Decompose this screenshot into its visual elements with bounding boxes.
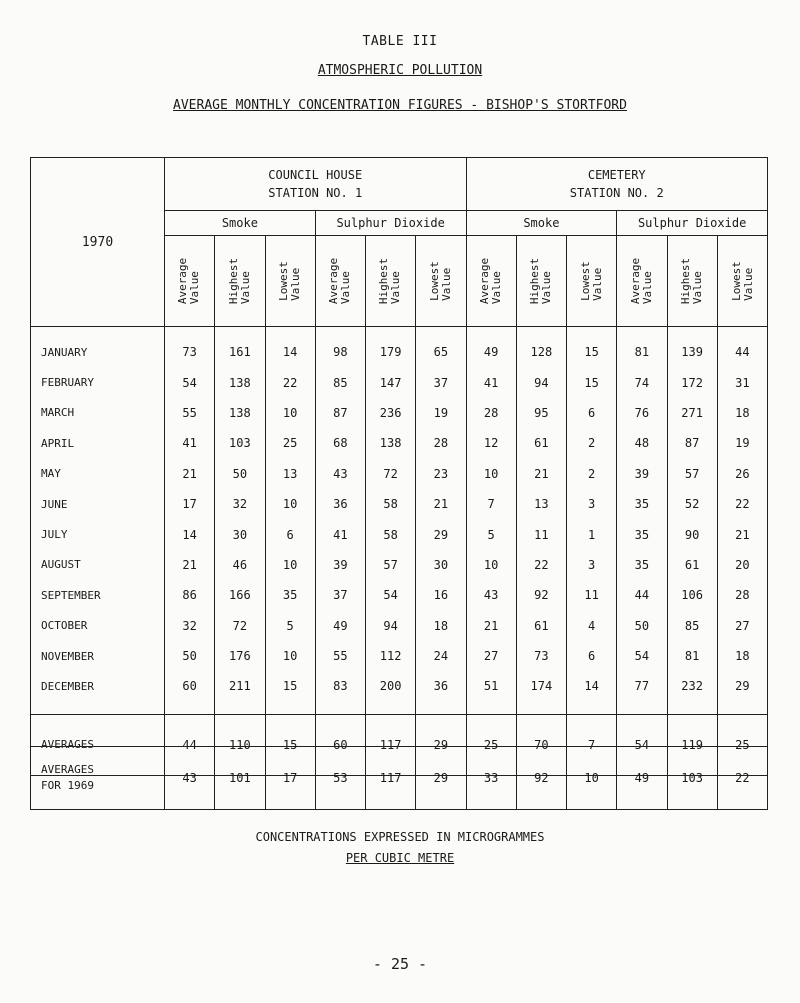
table-cell: 68	[315, 428, 365, 458]
table-cell: 22	[717, 489, 767, 519]
table-cell: 95	[516, 398, 566, 428]
table-cell: 57	[366, 550, 416, 580]
table-cell: 28	[416, 428, 466, 458]
average-cell: 25	[717, 714, 767, 775]
average-cell: 7	[567, 714, 617, 775]
table-cell: 24	[416, 641, 466, 671]
previous-average-cell: 103	[667, 747, 717, 810]
month-label: NOVEMBER	[31, 641, 165, 671]
table-row	[31, 641, 768, 671]
value-type-header	[215, 236, 265, 327]
table-cell: 271	[667, 398, 717, 428]
averages-label: AVERAGES	[31, 714, 165, 775]
table-cell: 58	[366, 489, 416, 519]
value-type-label: Lowest Value	[427, 260, 453, 301]
table-row	[31, 550, 768, 580]
table-cell: 35	[617, 489, 667, 519]
table-cell: 172	[667, 367, 717, 397]
station-header	[165, 158, 467, 211]
table-cell: 10	[265, 641, 315, 671]
value-type-label: Highest Value	[226, 257, 252, 304]
table-row	[31, 327, 768, 368]
table-cell: 58	[366, 519, 416, 549]
table-cell: 166	[215, 580, 265, 610]
table-cell: 112	[366, 641, 416, 671]
pollutant-header: Sulphur Dioxide	[315, 211, 466, 236]
average-cell: 110	[215, 714, 265, 775]
previous-average-cell: 101	[215, 747, 265, 810]
table-cell: 179	[366, 327, 416, 368]
table-cell: 147	[366, 367, 416, 397]
value-type-label: Average Value	[327, 257, 353, 304]
table-cell: 10	[265, 550, 315, 580]
value-type-label: Average Value	[176, 257, 202, 304]
table-cell: 83	[315, 671, 365, 714]
table-cell: 44	[717, 327, 767, 368]
table-cell: 35	[617, 550, 667, 580]
table-cell: 52	[667, 489, 717, 519]
table-cell: 11	[516, 519, 566, 549]
table-cell: 103	[215, 428, 265, 458]
year-header: 1970	[31, 158, 165, 327]
table-cell: 73	[165, 327, 215, 368]
value-type-label: Average Value	[478, 257, 504, 304]
station-number: STATION NO. 1	[268, 186, 363, 200]
table-cell: 138	[215, 367, 265, 397]
table-cell: 37	[416, 367, 466, 397]
month-label: OCTOBER	[31, 611, 165, 641]
table-cell: 211	[215, 671, 265, 714]
table-cell: 11	[567, 580, 617, 610]
table-cell: 25	[265, 428, 315, 458]
table-cell: 200	[366, 671, 416, 714]
table-subtitle: AVERAGE MONTHLY CONCENTRATION FIGURES - BISHOP'S STORTFORD	[173, 98, 627, 113]
table-cell: 5	[466, 519, 516, 549]
table-cell: 85	[315, 367, 365, 397]
table-row	[31, 611, 768, 641]
table-cell: 51	[466, 671, 516, 714]
page-number: - 25 -	[372, 955, 428, 973]
table-cell: 44	[617, 580, 667, 610]
table-cell: 26	[717, 459, 767, 489]
value-type-header	[717, 236, 767, 327]
table-cell: 13	[265, 459, 315, 489]
table-cell: 21	[717, 519, 767, 549]
table-cell: 106	[667, 580, 717, 610]
table-cell: 90	[667, 519, 717, 549]
table-cell: 17	[165, 489, 215, 519]
station-header	[466, 158, 768, 211]
table-cell: 176	[215, 641, 265, 671]
month-label: FEBRUARY	[31, 367, 165, 397]
table-cell: 21	[516, 459, 566, 489]
table-cell: 18	[717, 398, 767, 428]
average-cell: 29	[416, 714, 466, 775]
previous-average-cell: 53	[315, 747, 365, 810]
table-cell: 94	[366, 611, 416, 641]
table-cell: 48	[617, 428, 667, 458]
average-cell: 15	[265, 714, 315, 775]
table-row	[31, 367, 768, 397]
average-cell: 44	[165, 714, 215, 775]
previous-average-cell: 49	[617, 747, 667, 810]
previous-average-cell: 33	[466, 747, 516, 810]
table-row	[31, 580, 768, 610]
previous-label-line1: AVERAGES	[41, 763, 94, 776]
table-cell: 10	[265, 398, 315, 428]
table-cell: 61	[516, 611, 566, 641]
average-cell: 119	[667, 714, 717, 775]
table-cell: 1	[567, 519, 617, 549]
value-type-label: Lowest Value	[729, 260, 755, 301]
month-label: SEPTEMBER	[31, 580, 165, 610]
table-cell: 32	[165, 611, 215, 641]
table-cell: 87	[667, 428, 717, 458]
table-cell: 77	[617, 671, 667, 714]
table-cell: 139	[667, 327, 717, 368]
table-cell: 232	[667, 671, 717, 714]
table-cell: 10	[466, 459, 516, 489]
table-row	[31, 489, 768, 519]
table-cell: 54	[366, 580, 416, 610]
table-cell: 65	[416, 327, 466, 368]
previous-average-cell: 117	[366, 747, 416, 810]
table-cell: 14	[165, 519, 215, 549]
table-cell: 16	[416, 580, 466, 610]
table-cell: 20	[717, 550, 767, 580]
table-cell: 128	[516, 327, 566, 368]
table-cell: 50	[215, 459, 265, 489]
month-label: MARCH	[31, 398, 165, 428]
table-cell: 5	[265, 611, 315, 641]
units-note-line1: CONCENTRATIONS EXPRESSED IN MICROGRAMMES	[255, 830, 545, 844]
table-cell: 14	[567, 671, 617, 714]
month-label: AUGUST	[31, 550, 165, 580]
pollutant-header: Smoke	[165, 211, 316, 236]
table-cell: 74	[617, 367, 667, 397]
table-cell: 31	[717, 367, 767, 397]
previous-average-cell: 10	[567, 747, 617, 810]
month-label: JULY	[31, 519, 165, 549]
value-type-header	[265, 236, 315, 327]
table-cell: 7	[466, 489, 516, 519]
average-cell: 70	[516, 714, 566, 775]
table-cell: 72	[215, 611, 265, 641]
value-type-label: Lowest Value	[277, 260, 303, 301]
table-cell: 43	[466, 580, 516, 610]
value-type-header	[516, 236, 566, 327]
previous-average-cell: 92	[516, 747, 566, 810]
table-cell: 21	[416, 489, 466, 519]
table-row	[31, 519, 768, 549]
previous-label-line2: FOR 1969	[41, 779, 94, 792]
pollutant-header: Smoke	[466, 211, 617, 236]
table-cell: 35	[617, 519, 667, 549]
average-cell: 25	[466, 714, 516, 775]
table-cell: 30	[416, 550, 466, 580]
table-cell: 92	[516, 580, 566, 610]
table-cell: 73	[516, 641, 566, 671]
table-cell: 27	[717, 611, 767, 641]
value-type-header	[567, 236, 617, 327]
table-cell: 27	[466, 641, 516, 671]
table-cell: 2	[567, 428, 617, 458]
table-row	[31, 398, 768, 428]
value-type-header	[366, 236, 416, 327]
previous-average-cell: 17	[265, 747, 315, 810]
table-cell: 18	[717, 641, 767, 671]
table-cell: 22	[265, 367, 315, 397]
units-note-line2: PER CUBIC METRE	[345, 851, 455, 865]
table-cell: 3	[567, 550, 617, 580]
table-cell: 15	[567, 327, 617, 368]
station-name: CEMETERY	[587, 168, 646, 182]
table-cell: 161	[215, 327, 265, 368]
table-cell: 22	[516, 550, 566, 580]
table-cell: 98	[315, 327, 365, 368]
station-number: STATION NO. 2	[569, 186, 664, 200]
table-cell: 54	[165, 367, 215, 397]
value-type-label: Highest Value	[528, 257, 554, 304]
table-cell: 55	[165, 398, 215, 428]
table-number: TABLE III	[362, 34, 438, 49]
month-label: APRIL	[31, 428, 165, 458]
table-cell: 10	[466, 550, 516, 580]
month-label: DECEMBER	[31, 671, 165, 714]
table-cell: 3	[567, 489, 617, 519]
average-cell: 117	[366, 714, 416, 775]
table-cell: 54	[617, 641, 667, 671]
table-cell: 23	[416, 459, 466, 489]
table-cell: 30	[215, 519, 265, 549]
table-cell: 49	[315, 611, 365, 641]
table-cell: 81	[667, 641, 717, 671]
table-cell: 57	[667, 459, 717, 489]
value-type-label: Highest Value	[679, 257, 705, 304]
table-cell: 6	[265, 519, 315, 549]
table-cell: 28	[717, 580, 767, 610]
table-cell: 41	[315, 519, 365, 549]
value-type-header	[617, 236, 667, 327]
table-cell: 43	[315, 459, 365, 489]
table-cell: 55	[315, 641, 365, 671]
month-label: MAY	[31, 459, 165, 489]
table-cell: 41	[165, 428, 215, 458]
previous-averages-label	[31, 747, 165, 810]
average-cell: 54	[617, 714, 667, 775]
table-subject: ATMOSPHERIC POLLUTION	[317, 63, 483, 78]
table-cell: 21	[165, 550, 215, 580]
table-cell: 6	[567, 398, 617, 428]
previous-average-cell: 29	[416, 747, 466, 810]
table-cell: 36	[315, 489, 365, 519]
value-type-header	[165, 236, 215, 327]
table-cell: 37	[315, 580, 365, 610]
table-cell: 19	[717, 428, 767, 458]
value-type-label: Lowest Value	[578, 260, 604, 301]
table-cell: 61	[516, 428, 566, 458]
table-cell: 15	[265, 671, 315, 714]
table-cell: 50	[165, 641, 215, 671]
table-row	[31, 671, 768, 714]
table-cell: 13	[516, 489, 566, 519]
table-cell: 50	[617, 611, 667, 641]
table-cell: 29	[717, 671, 767, 714]
table-cell: 49	[466, 327, 516, 368]
table-cell: 2	[567, 459, 617, 489]
table-cell: 18	[416, 611, 466, 641]
table-cell: 76	[617, 398, 667, 428]
table-cell: 32	[215, 489, 265, 519]
table-cell: 72	[366, 459, 416, 489]
value-type-label: Average Value	[628, 257, 654, 304]
previous-average-cell: 22	[717, 747, 767, 810]
table-cell: 60	[165, 671, 215, 714]
table-cell: 21	[165, 459, 215, 489]
table-cell: 85	[667, 611, 717, 641]
table-cell: 39	[617, 459, 667, 489]
table-cell: 94	[516, 367, 566, 397]
value-type-header	[416, 236, 466, 327]
value-type-header	[667, 236, 717, 327]
table-cell: 12	[466, 428, 516, 458]
pollutant-header: Sulphur Dioxide	[617, 211, 768, 236]
previous-year-table	[30, 746, 768, 810]
table-cell: 35	[265, 580, 315, 610]
table-cell: 81	[617, 327, 667, 368]
month-label: JANUARY	[31, 327, 165, 368]
table-cell: 19	[416, 398, 466, 428]
table-cell: 4	[567, 611, 617, 641]
table-cell: 10	[265, 489, 315, 519]
table-cell: 138	[366, 428, 416, 458]
table-cell: 61	[667, 550, 717, 580]
table-row	[31, 459, 768, 489]
table-cell: 41	[466, 367, 516, 397]
average-cell: 60	[315, 714, 365, 775]
value-type-header	[315, 236, 365, 327]
table-cell: 21	[466, 611, 516, 641]
table-cell: 39	[315, 550, 365, 580]
table-cell: 28	[466, 398, 516, 428]
month-label: JUNE	[31, 489, 165, 519]
value-type-header	[466, 236, 516, 327]
table-cell: 29	[416, 519, 466, 549]
value-type-label: Highest Value	[377, 257, 403, 304]
station-name: COUNCIL HOUSE	[268, 168, 363, 182]
table-cell: 86	[165, 580, 215, 610]
pollution-table	[30, 157, 768, 776]
table-cell: 46	[215, 550, 265, 580]
table-cell: 6	[567, 641, 617, 671]
table-cell: 236	[366, 398, 416, 428]
table-cell: 138	[215, 398, 265, 428]
table-cell: 15	[567, 367, 617, 397]
previous-average-cell: 43	[165, 747, 215, 810]
table-cell: 174	[516, 671, 566, 714]
table-cell: 36	[416, 671, 466, 714]
table-row	[31, 428, 768, 458]
table-cell: 14	[265, 327, 315, 368]
table-cell: 87	[315, 398, 365, 428]
